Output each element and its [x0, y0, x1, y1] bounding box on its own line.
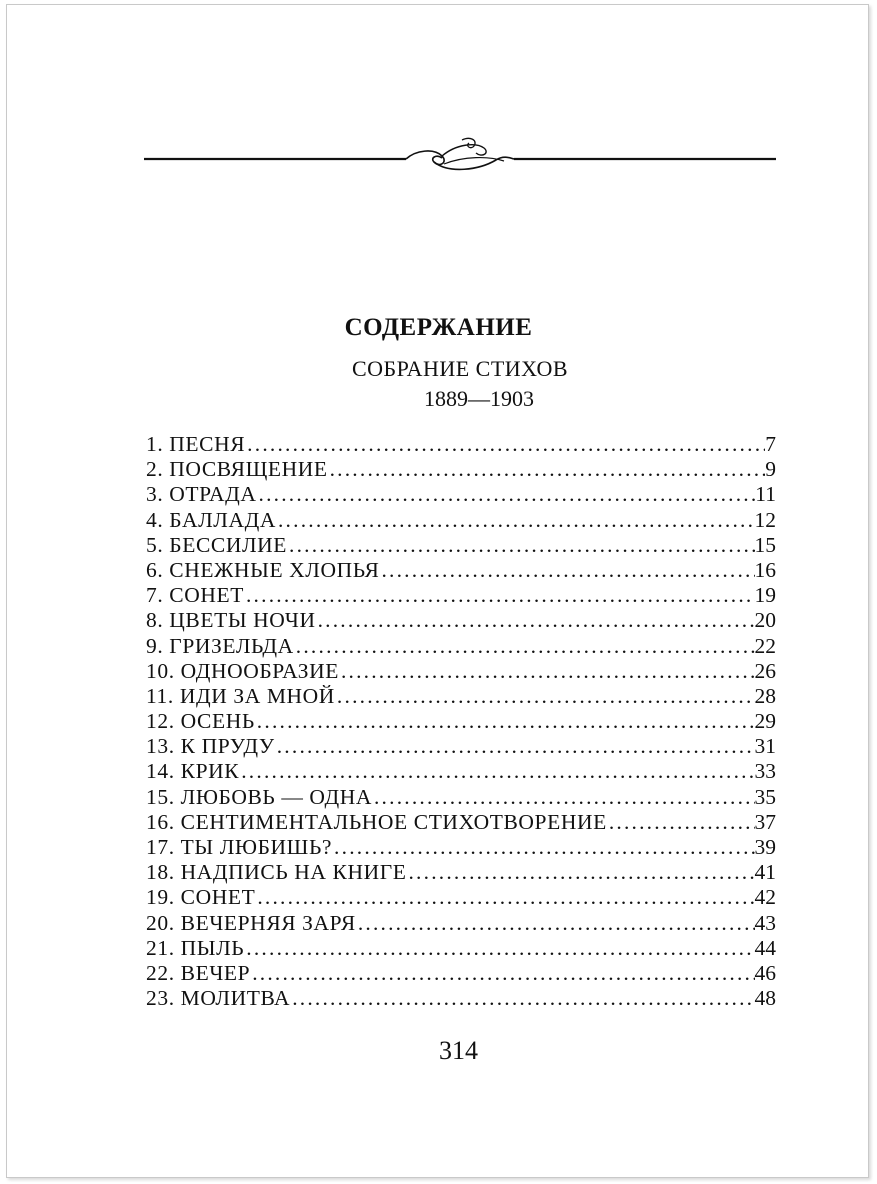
contents-heading: СОДЕРЖАНИЕ: [344, 314, 533, 341]
toc-entry-title: 13. К ПРУДУ: [146, 734, 275, 759]
toc-entry-page: 9: [765, 457, 776, 482]
toc-entry-title: 19. СОНЕТ: [146, 885, 256, 910]
toc-entry-title: 14. КРИК: [146, 759, 240, 784]
toc-entry-title: 11. ИДИ ЗА МНОЙ: [146, 683, 335, 708]
toc-entry-page: 35: [754, 784, 776, 809]
toc-entry-page: 7: [765, 432, 776, 456]
toc-entry[interactable]: [146, 885, 776, 910]
dot-leader: [244, 936, 754, 961]
dot-leader: [607, 810, 755, 835]
dot-leader: [255, 885, 754, 910]
toc-entry-title: 10. ОДНООБРАЗИЕ: [146, 658, 339, 683]
page-number: 314: [439, 1036, 478, 1065]
toc-entry-page: 33: [754, 759, 776, 784]
dot-leader: [257, 482, 756, 507]
dot-leader: [244, 583, 755, 608]
toc-entry-page: 19: [754, 583, 776, 608]
toc-entry-page: 48: [754, 986, 776, 1011]
dot-leader: [328, 457, 766, 482]
toc-entry-title: 5. БЕССИЛИЕ: [146, 532, 288, 557]
toc-entry[interactable]: [146, 709, 776, 734]
toc-entry[interactable]: [146, 533, 776, 558]
toc-entry-title: 17. ТЫ ЛЮБИШЬ?: [146, 835, 333, 859]
toc-entry-title: 15. ЛЮБОВЬ — ОДНА: [146, 784, 372, 809]
toc-entry-title: 7. СОНЕТ: [146, 583, 244, 608]
dot-leader: [379, 558, 754, 583]
toc-entry-page: 20: [754, 608, 776, 633]
dot-leader: [339, 659, 755, 684]
toc-entry-title: 23. МОЛИТВА: [146, 986, 291, 1011]
table-of-contents: [146, 432, 776, 1011]
dot-leader: [335, 684, 755, 709]
toc-entry[interactable]: [146, 608, 776, 633]
toc-entry-page: 46: [754, 960, 776, 985]
dot-leader: [287, 533, 754, 558]
toc-entry[interactable]: [146, 508, 776, 533]
flourish-divider-ornament: [144, 134, 776, 178]
toc-entry[interactable]: [146, 860, 776, 885]
toc-entry-page: 16: [754, 557, 776, 582]
toc-entry-title: 1. ПЕСНЯ: [146, 432, 246, 456]
toc-entry[interactable]: [146, 835, 776, 860]
toc-entry[interactable]: [146, 734, 776, 759]
toc-entry[interactable]: [146, 986, 776, 1011]
toc-entry-title: 8. ЦВЕТЫ НОЧИ: [146, 608, 316, 633]
toc-entry-title: 18. НАДПИСЬ НА КНИГЕ: [146, 860, 407, 885]
toc-entry-page: 39: [754, 835, 776, 859]
toc-entry[interactable]: [146, 482, 776, 507]
dot-leader: [332, 835, 754, 860]
toc-entry-page: 29: [754, 709, 776, 734]
dot-leader: [276, 508, 755, 533]
toc-entry[interactable]: [146, 961, 776, 986]
section-title: СОБРАНИЕ СТИХОВ: [351, 356, 569, 381]
dot-leader: [372, 785, 755, 810]
toc-entry-title: 2. ПОСВЯЩЕНИЕ: [146, 457, 328, 482]
toc-entry[interactable]: [146, 785, 776, 810]
toc-entry-page: 31: [754, 734, 776, 759]
toc-entry-page: 42: [754, 885, 776, 910]
toc-entry-page: 15: [754, 532, 776, 557]
toc-entry-title: 6. СНЕЖНЫЕ ХЛОПЬЯ: [146, 557, 380, 582]
toc-entry-page: 11: [755, 482, 776, 507]
dot-leader: [406, 860, 754, 885]
toc-entry[interactable]: [146, 659, 776, 684]
toc-entry-title: 22. ВЕЧЕР: [146, 960, 251, 985]
toc-entry[interactable]: [146, 759, 776, 784]
dot-leader: [275, 734, 755, 759]
toc-entry[interactable]: [146, 583, 776, 608]
toc-entry-page: 44: [754, 935, 776, 960]
toc-entry[interactable]: [146, 457, 776, 482]
toc-entry[interactable]: [146, 432, 776, 457]
dot-leader: [250, 961, 754, 986]
toc-entry-title: 20. ВЕЧЕРНЯЯ ЗАРЯ: [146, 910, 356, 935]
toc-entry-title: 21. ПЫЛЬ: [146, 935, 245, 960]
toc-entry[interactable]: [146, 684, 776, 709]
dot-leader: [356, 911, 755, 936]
toc-entry-page: 26: [754, 658, 776, 683]
dot-leader: [290, 986, 754, 1011]
toc-entry-page: 28: [754, 683, 776, 708]
toc-entry-page: 12: [754, 507, 776, 532]
toc-entry[interactable]: [146, 911, 776, 936]
toc-entry[interactable]: [146, 558, 776, 583]
toc-entry-title: 3. ОТРАДА: [146, 482, 257, 507]
toc-entry-title: 16. СЕНТИМЕНТАЛЬНОЕ СТИХОТВОРЕНИЕ: [146, 809, 607, 834]
toc-entry[interactable]: [146, 634, 776, 659]
toc-entry[interactable]: [146, 810, 776, 835]
toc-entry-title: 4. БАЛЛАДА: [146, 507, 276, 532]
dot-leader: [316, 608, 755, 633]
dot-leader: [294, 634, 755, 659]
section-years: 1889—1903: [424, 386, 534, 411]
toc-entry-page: 37: [754, 809, 776, 834]
toc-entry[interactable]: [146, 936, 776, 961]
toc-entry-page: 22: [754, 633, 776, 658]
dot-leader: [255, 709, 755, 734]
toc-entry-page: 43: [754, 910, 776, 935]
toc-entry-title: 9. ГРИЗЕЛЬДА: [146, 633, 294, 658]
dot-leader: [245, 432, 765, 457]
toc-entry-page: 41: [754, 860, 776, 885]
toc-entry-title: 12. ОСЕНЬ: [146, 709, 255, 734]
dot-leader: [239, 759, 754, 784]
